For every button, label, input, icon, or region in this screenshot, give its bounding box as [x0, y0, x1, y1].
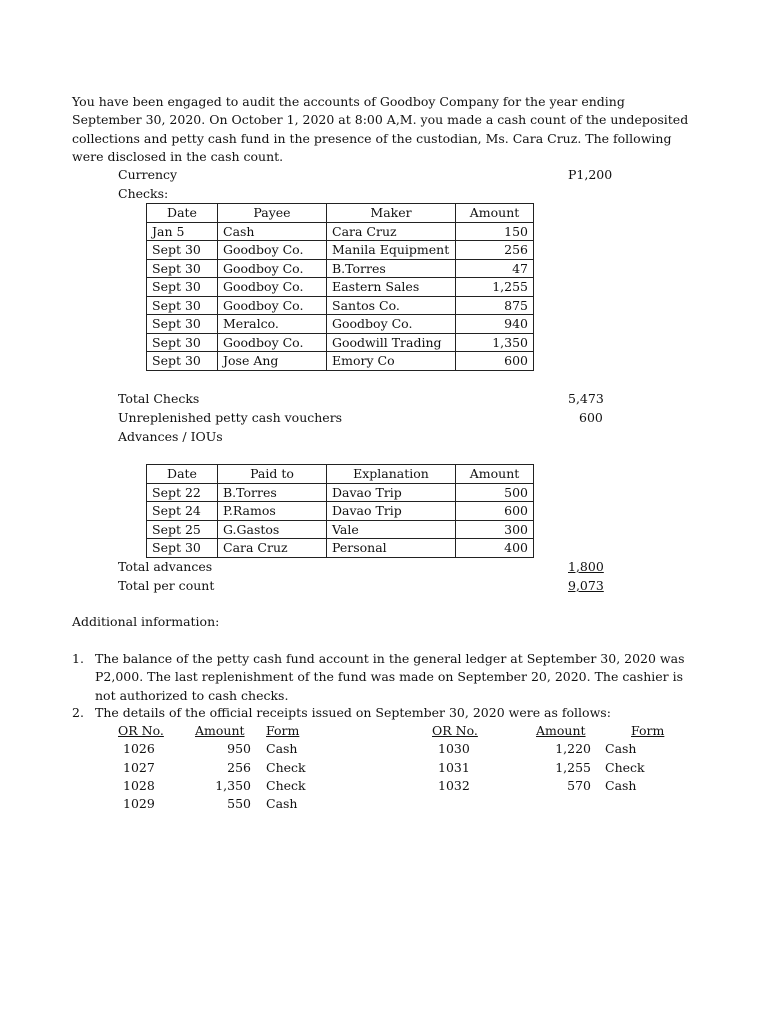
check-date: Sept 30	[147, 241, 218, 260]
check-payee: Goodboy Co.	[218, 333, 327, 352]
table-row	[147, 241, 534, 260]
check-maker: Eastern Sales	[327, 278, 456, 297]
additional-item-2: The details of the official receipts issued on September 30, 2020 were as follows:	[95, 705, 611, 720]
advance-explanation: Davao Trip	[327, 502, 456, 521]
receipt-amount: 550	[227, 796, 251, 811]
advance-amount: 400	[456, 539, 534, 558]
currency-label: Currency	[118, 167, 178, 182]
receipt-form: Cash	[266, 741, 298, 756]
receipt-or: 1028	[123, 778, 155, 793]
check-date: Sept 30	[147, 278, 218, 297]
check-payee: Meralco.	[218, 315, 327, 334]
item-line: not authorized to cash checks.	[95, 687, 289, 703]
advance-date: Sept 25	[147, 520, 218, 539]
check-maker: Goodwill Trading	[327, 333, 456, 352]
total-checks-value: 5,473	[568, 391, 604, 406]
table-row	[147, 352, 534, 371]
table-row	[147, 483, 534, 502]
check-payee: Goodboy Co.	[218, 278, 327, 297]
advance-amount: 600	[456, 502, 534, 521]
advances-header-row	[147, 465, 534, 484]
receipt-form: Cash	[605, 741, 637, 756]
receipt-amount: 570	[567, 778, 591, 793]
receipt-or: 1027	[123, 760, 155, 775]
advances-label: Advances / IOUs	[118, 429, 223, 444]
column-header: Paid to	[218, 465, 327, 484]
form-header: Form	[631, 723, 665, 738]
advance-explanation: Personal	[327, 539, 456, 558]
table-row	[147, 259, 534, 278]
total-advances-value: 1,800	[568, 559, 604, 574]
additional-item-1	[95, 650, 685, 705]
check-amount: 940	[456, 315, 534, 334]
item-line: The balance of the petty cash fund account in the general ledger at September 30, 2020 was	[95, 651, 685, 666]
receipt-amount: 950	[227, 741, 251, 756]
checks-label: Checks:	[118, 186, 169, 201]
check-amount: 1,350	[456, 333, 534, 352]
column-header: Date	[147, 465, 218, 484]
advance-explanation: Davao Trip	[327, 483, 456, 502]
amount-header: Amount	[536, 723, 586, 738]
table-row	[147, 315, 534, 334]
check-amount: 875	[456, 296, 534, 315]
check-date: Sept 30	[147, 352, 218, 371]
intro-line: were disclosed in the cash count.	[72, 148, 284, 164]
check-payee: Goodboy Co.	[218, 241, 327, 260]
check-payee: Jose Ang	[218, 352, 327, 371]
check-date: Sept 30	[147, 333, 218, 352]
receipt-amount: 1,255	[555, 760, 591, 775]
vouchers-value: 600	[579, 410, 603, 425]
receipt-or: 1032	[438, 778, 470, 793]
receipt-or: 1031	[438, 760, 470, 775]
receipt-form: Check	[266, 760, 306, 775]
total-checks-label: Total Checks	[118, 391, 200, 406]
table-row	[147, 333, 534, 352]
intro-line: September 30, 2020. On October 1, 2020 at 8:00 A,M. you made a cash count of the undeposited	[72, 112, 689, 128]
receipt-or: 1026	[123, 741, 155, 756]
advance-amount: 500	[456, 483, 534, 502]
or-no-header: OR No.	[118, 723, 164, 738]
receipt-amount: 256	[227, 760, 251, 775]
advance-date: Sept 22	[147, 483, 218, 502]
check-amount: 1,255	[456, 278, 534, 297]
additional-heading: Additional information:	[72, 614, 220, 629]
receipt-amount: 1,220	[555, 741, 591, 756]
table-row	[147, 502, 534, 521]
check-date: Sept 30	[147, 259, 218, 278]
check-amount: 47	[456, 259, 534, 278]
column-header: Amount	[456, 465, 534, 484]
receipt-form: Check	[605, 760, 645, 775]
check-maker: Goodboy Co.	[327, 315, 456, 334]
total-count-value: 9,073	[568, 578, 604, 593]
advance-date: Sept 30	[147, 539, 218, 558]
advance-paid-to: P.Ramos	[218, 502, 327, 521]
table-row	[147, 539, 534, 558]
receipt-form: Cash	[266, 796, 298, 811]
column-header: Amount	[456, 204, 534, 223]
check-payee: Goodboy Co.	[218, 296, 327, 315]
column-header: Payee	[218, 204, 327, 223]
column-header: Maker	[327, 204, 456, 223]
column-header: Date	[147, 204, 218, 223]
check-amount: 256	[456, 241, 534, 260]
table-row	[147, 222, 534, 241]
advances-table	[146, 464, 534, 558]
check-amount: 600	[456, 352, 534, 371]
amount-header: Amount	[195, 723, 245, 738]
item-line: P2,000. The last replenishment of the fund was made on September 20, 2020. The cashier is	[95, 669, 684, 685]
receipt-or: 1030	[438, 741, 470, 756]
advance-date: Sept 24	[147, 502, 218, 521]
intro-line: You have been engaged to audit the accounts of Goodboy Company for the year ending	[72, 94, 625, 109]
currency-value: P1,200	[568, 167, 613, 182]
check-maker: Manila Equipment	[327, 241, 456, 260]
intro-line: collections and petty cash fund in the presence of the custodian, Ms. Cara Cruz. The following	[72, 130, 672, 146]
check-maker: Cara Cruz	[327, 222, 456, 241]
total-count-label: Total per count	[118, 578, 215, 593]
table-row	[147, 296, 534, 315]
advance-explanation: Vale	[327, 520, 456, 539]
receipt-form: Cash	[605, 778, 637, 793]
table-row	[147, 520, 534, 539]
receipt-amount: 1,350	[215, 778, 251, 793]
receipt-or: 1029	[123, 796, 155, 811]
list-number: 2.	[72, 705, 84, 720]
table-row	[147, 278, 534, 297]
checks-header-row	[147, 204, 534, 223]
check-date: Jan 5	[147, 222, 218, 241]
check-date: Sept 30	[147, 296, 218, 315]
advance-paid-to: B.Torres	[218, 483, 327, 502]
check-maker: Santos Co.	[327, 296, 456, 315]
advance-amount: 300	[456, 520, 534, 539]
column-header: Explanation	[327, 465, 456, 484]
check-maker: Emory Co	[327, 352, 456, 371]
advance-paid-to: G.Gastos	[218, 520, 327, 539]
check-date: Sept 30	[147, 315, 218, 334]
check-payee: Cash	[218, 222, 327, 241]
vouchers-label: Unreplenished petty cash vouchers	[118, 410, 343, 425]
total-advances-label: Total advances	[118, 559, 213, 574]
advance-paid-to: Cara Cruz	[218, 539, 327, 558]
receipt-form: Check	[266, 778, 306, 793]
form-header: Form	[266, 723, 300, 738]
check-maker: B.Torres	[327, 259, 456, 278]
check-amount: 150	[456, 222, 534, 241]
checks-table	[146, 203, 534, 371]
list-number: 1.	[72, 651, 84, 666]
or-no-header: OR No.	[432, 723, 478, 738]
check-payee: Goodboy Co.	[218, 259, 327, 278]
intro-paragraph	[72, 93, 702, 166]
